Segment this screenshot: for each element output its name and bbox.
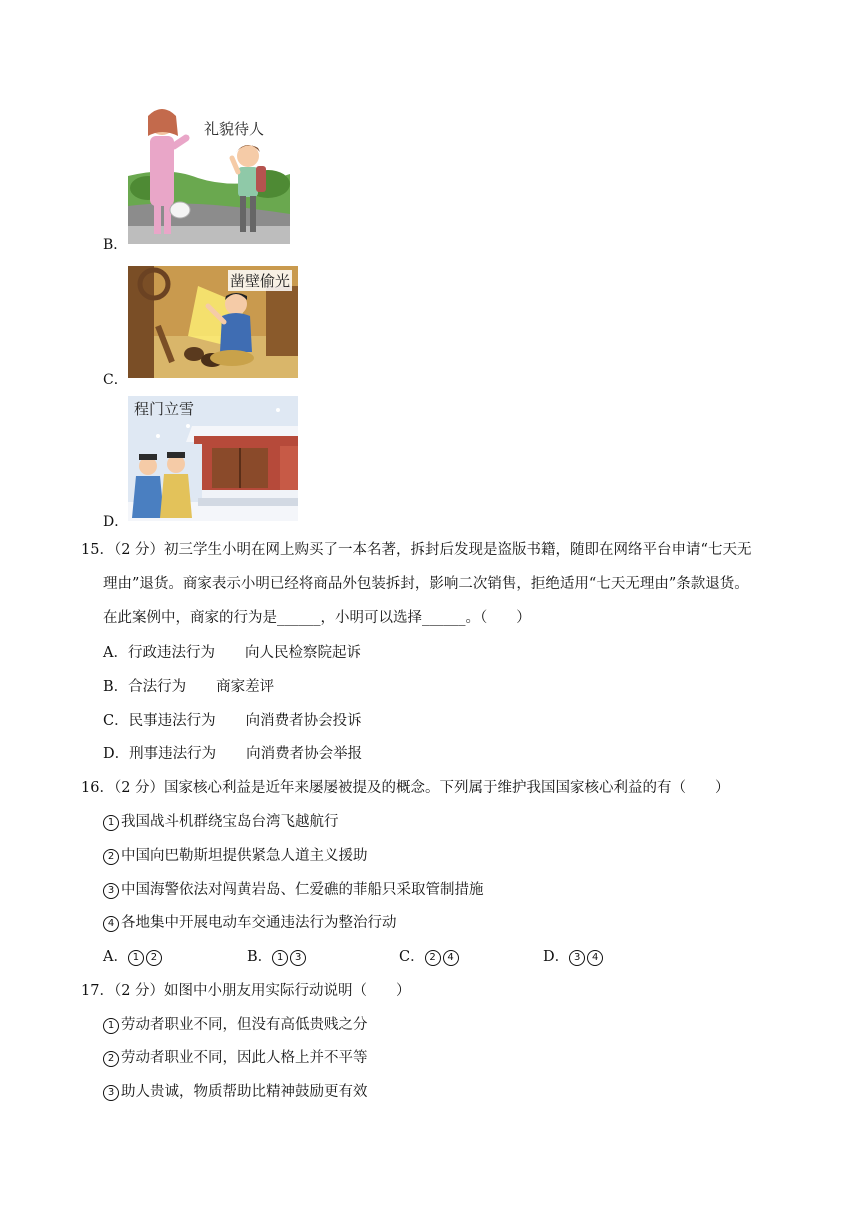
circled-number: 1: [128, 950, 144, 966]
q17-item-1: [103, 1013, 368, 1034]
option-part-2: 向人民检察院起诉: [244, 645, 361, 661]
q16-item-1: [103, 810, 339, 831]
q16-item-3: [103, 878, 484, 899]
choice-letter: C．: [399, 949, 425, 965]
circled-number: 2: [425, 950, 441, 966]
option-b-letter: B．: [103, 237, 128, 253]
choice-letter: D．: [543, 949, 570, 965]
illustration-studying-by-light: [128, 266, 298, 378]
item-text: 中国海警依法对闯黄岩岛、仁爱礁的菲船只采取管制措施: [121, 882, 484, 898]
q15-stem-line-3: 在此案例中，商家的行为是______，小明可以选择______。（ ）: [103, 610, 531, 626]
option-letter: B．: [103, 679, 129, 695]
item-text: 劳动者职业不同，但没有高低贵贱之分: [121, 1017, 368, 1033]
option-part-1: 刑事违法行为: [129, 746, 217, 762]
caption-snow: 程门立雪: [134, 400, 195, 418]
circled-number: 4: [103, 916, 119, 932]
item-text: 助人贵诚，物质帮助比精神鼓励更有效: [121, 1084, 368, 1100]
q17-item-3: [103, 1080, 368, 1101]
circled-number: 4: [443, 950, 459, 966]
q15-option-c[interactable]: [103, 709, 362, 730]
option-part-1: 合法行为: [128, 679, 187, 695]
item-text: 劳动者职业不同，因此人格上并不平等: [121, 1050, 368, 1066]
item-text: 中国向巴勒斯坦提供紧急人道主义援助: [121, 848, 368, 864]
illustration-standing-in-snow: [128, 396, 298, 521]
illustration-polite-greeting: [128, 106, 290, 244]
q15-option-d[interactable]: [103, 742, 362, 763]
caption-polite: 礼貌待人: [204, 120, 265, 138]
q17-stem: 17．（2 分）如图中小朋友用实际行动说明（ ）: [81, 983, 411, 999]
circled-number: 1: [103, 815, 119, 831]
q15-stem-line-1: 15．（2 分）初三学生小明在网上购买了一本名著，拆封后发现是盗版书籍，随即在网络平台申请“七天无: [81, 542, 752, 558]
circled-number: 3: [569, 950, 585, 966]
option-part-1: 行政违法行为: [127, 645, 215, 661]
circled-number: 3: [103, 1085, 119, 1101]
q16-choice-d[interactable]: [543, 945, 605, 966]
q16-choice-c[interactable]: [399, 945, 461, 966]
option-letter: C．: [103, 713, 129, 729]
option-part-2: 商家差评: [216, 679, 275, 695]
circled-number: 3: [290, 950, 306, 966]
circled-number: 2: [146, 950, 162, 966]
q16-item-4: [103, 911, 397, 932]
choice-letter: B．: [247, 949, 273, 965]
option-part-1: 民事违法行为: [128, 713, 216, 729]
caption-studying: 凿壁偷光: [230, 272, 291, 290]
q16-stem: 16．（2 分）国家核心利益是近年来屡屡被提及的概念。下列属于维护我国国家核心利益的有（ ）: [81, 780, 730, 796]
q15-option-a[interactable]: [103, 641, 361, 662]
circled-number: 4: [587, 950, 603, 966]
q16-choice-a[interactable]: [103, 945, 164, 966]
q15-stem-line-2: 理由”退货。商家表示小明已经将商品外包装拆封，影响二次销售，拒绝适用“七天无理由”条款退货。: [103, 576, 749, 592]
option-letter: D．: [103, 746, 130, 762]
q16-item-2: [103, 844, 368, 865]
circled-number: 1: [272, 950, 288, 966]
circled-number: 1: [103, 1018, 119, 1034]
q16-choice-b[interactable]: [247, 945, 308, 966]
q15-option-b[interactable]: [103, 675, 274, 696]
choice-letter: A．: [103, 949, 128, 965]
option-d-letter: D．: [103, 514, 129, 530]
circled-number: 3: [103, 883, 119, 899]
circled-number: 2: [103, 1051, 119, 1067]
option-letter: A．: [103, 645, 128, 661]
circled-number: 2: [103, 849, 119, 865]
option-part-2: 向消费者协会举报: [246, 746, 363, 762]
q17-item-2: [103, 1046, 368, 1067]
item-text: 各地集中开展电动车交通违法行为整治行动: [121, 915, 397, 931]
item-text: 我国战斗机群绕宝岛台湾飞越航行: [121, 814, 339, 830]
option-c-letter: C．: [103, 372, 128, 388]
option-part-2: 向消费者协会投诉: [245, 713, 362, 729]
